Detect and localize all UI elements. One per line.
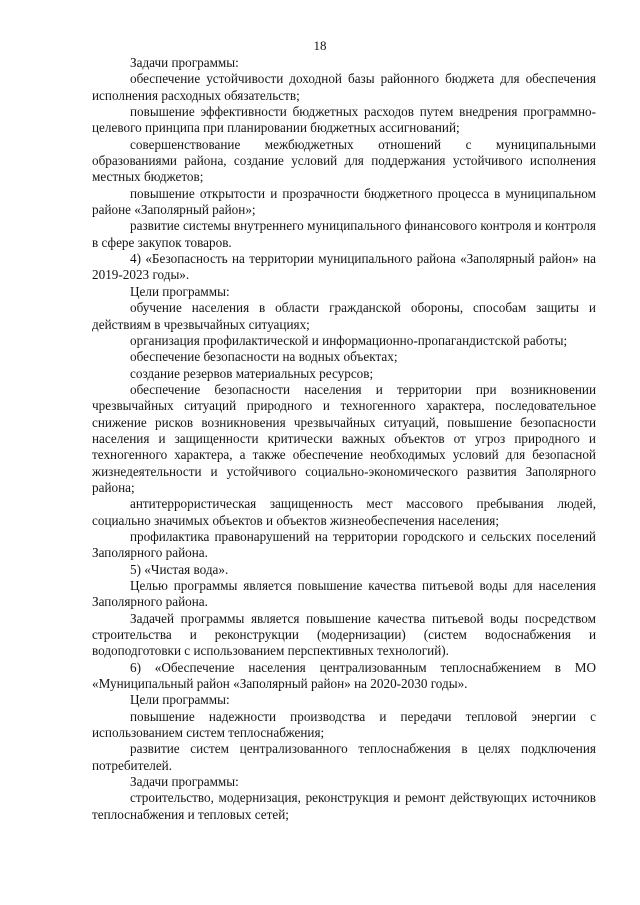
paragraph: профилактика правонарушений на территории городского и сельских поселений Заполярного района. [92, 528, 596, 561]
paragraph: создание резервов материальных ресурсов; [130, 365, 374, 381]
paragraph: обучение населения в области гражданской обороны, способам защиты и действиям в чрезвычайных ситуациях; [92, 300, 596, 332]
document-body [92, 55, 596, 823]
paragraph: Цели программы: [130, 283, 230, 299]
paragraph: совершенствование межбюджетных отношений с муниципальными образованиями района, создание условий для поддержания устойчивого исполнения местных бюджетов; [92, 136, 596, 185]
paragraph: организация профилактической и информационно-пропагандистской работы; [130, 332, 568, 348]
paragraph: обеспечение безопасности на водных объектах; [130, 349, 398, 365]
paragraph: Задачи программы: [130, 774, 239, 790]
paragraph: антитеррористическая защищенность мест массового пребывания людей, социально значимых объектов и объектов жизнеобеспечения населения; [92, 496, 596, 528]
paragraph: 5) «Чистая вода». [130, 561, 229, 577]
paragraph: 6) «Обеспечение населения централизованным теплоснабжением в МО «Муниципальный район «Заполярный район» на 2020-2030 годы». [92, 659, 596, 692]
paragraph: Целью программы является повышение качества питьевой воды для населения Заполярного района. [92, 578, 596, 610]
paragraph: повышение эффективности бюджетных расходов путем внедрения программно-целевого принципа при планировании бюджетных ассигнований; [92, 104, 596, 136]
paragraph: строительство, модернизация, реконструкция и ремонт действующих источников теплоснабжения и тепловых сетей; [92, 790, 596, 822]
paragraph: обеспечение безопасности населения и территории при возникновении чрезвычайных ситуаций природного и техногенного характера, последовательное снижение рисков возникновения чрезвычайных ситуаций, повышение безопасности населения и защищенности критически важных объектов от угроз природного и техногенного характера, а также обеспечение необходимых условий для безопасной жизнедеятельности и устойчивого социально-экономического развития Заполярного района; [92, 381, 596, 495]
paragraph: повышение надежности производства и передачи тепловой энергии с использованием систем теплоснабжения; [92, 708, 596, 741]
paragraph: повышение открытости и прозрачности бюджетного процесса в муниципальном районе «Заполярный район»; [92, 185, 596, 218]
paragraph: 4) «Безопасность на территории муниципального района «Заполярный район» на 2019-2023 годы». [92, 251, 596, 283]
paragraph: развитие систем централизованного теплоснабжения в целях подключения потребителей. [92, 741, 596, 773]
paragraph: Задачей программы является повышение качества питьевой воды посредством строительства и реконструкции (модернизации) (систем водоснабжения и водоподготовки с использованием перспективных технологий). [92, 610, 596, 659]
paragraph: Задачи программы: [130, 55, 239, 70]
paragraph: Цели программы: [130, 692, 230, 708]
paragraph: развитие системы внутреннего муниципального финансового контроля и контроля в сфере закупок товаров. [92, 218, 596, 250]
page-number: 18 [313, 38, 327, 53]
paragraph: обеспечение устойчивости доходной базы районного бюджета для обеспечения исполнения расходных обязательств; [92, 71, 596, 103]
